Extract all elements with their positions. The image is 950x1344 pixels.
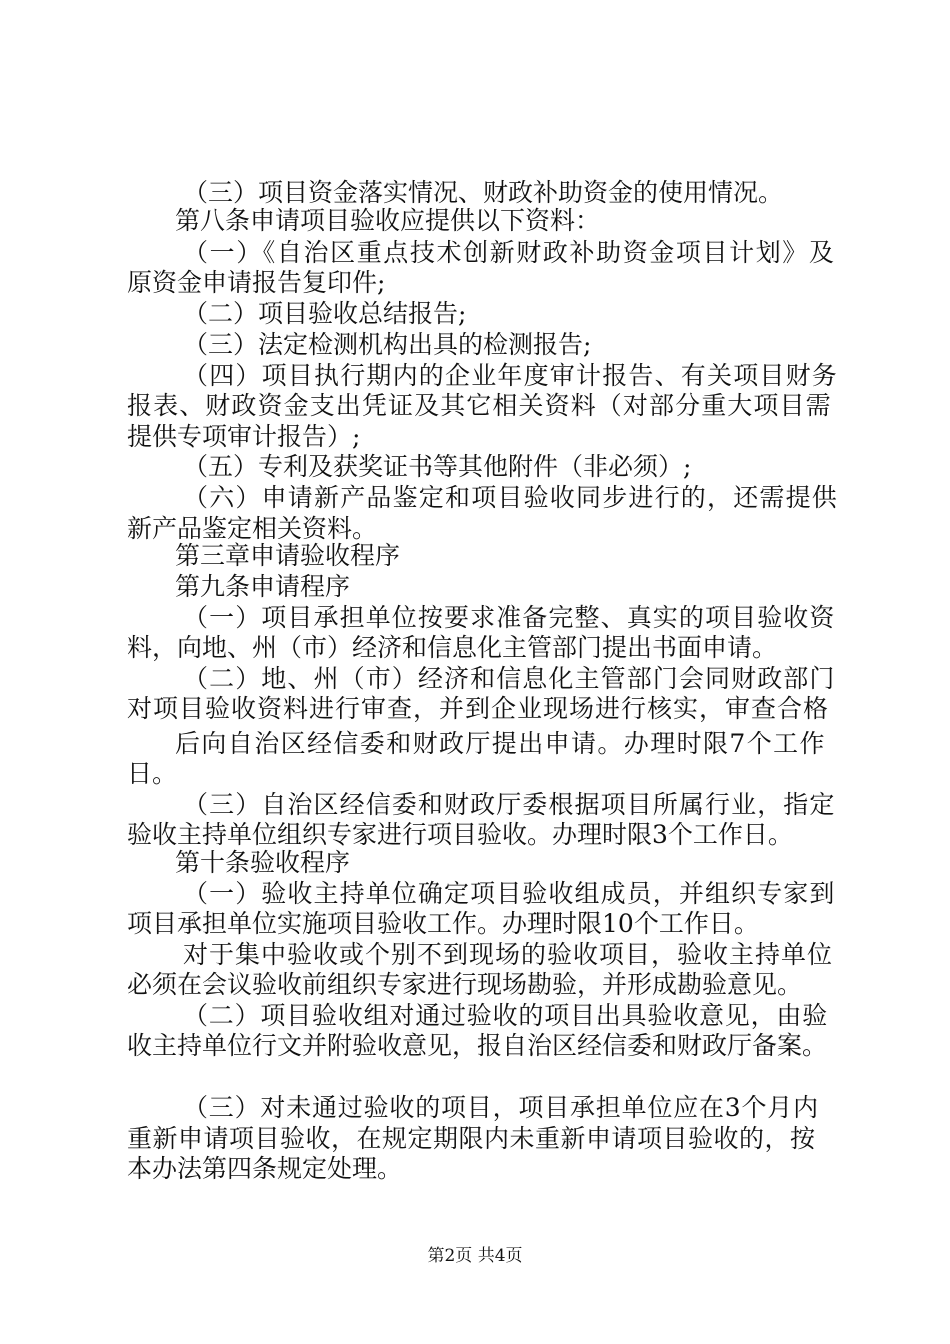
article-heading: 第十条验收程序	[175, 848, 351, 877]
paragraph-line: （一）验收主持单位确定项目验收组成员，并组织专家到	[183, 879, 836, 908]
paragraph-line: 对于集中验收或个别不到现场的验收项目，验收主持单位	[183, 940, 834, 969]
paragraph-line: 日。	[127, 759, 178, 788]
paragraph-line: （二）项目验收组对通过验收的项目出具验收意见，由验	[183, 1001, 829, 1030]
paragraph-line: （三）项目资金落实情况、财政补助资金的使用情况。	[183, 178, 784, 207]
paragraph-line: 原资金申请报告复印件;	[127, 268, 386, 297]
paragraph-line: 对项目验收资料进行审查，并到企业现场进行核实，审查合格	[127, 694, 830, 723]
paragraph-line: 项目承担单位实施项目验收工作。办理时限10个工作日。	[127, 909, 759, 938]
paragraph-line: （一）《自治区重点技术创新财政补助资金项目计划》及	[183, 238, 836, 267]
article-heading: 第九条申请程序	[175, 572, 351, 601]
paragraph-line: 重新申请项目验收，在规定期限内未重新申请项目验收的，按	[127, 1124, 816, 1153]
paragraph-line: （二）项目验收总结报告;	[183, 299, 467, 328]
paragraph-line: 新产品鉴定相关资料。	[127, 514, 378, 543]
paragraph-line: （六）申请新产品鉴定和项目验收同步进行的，还需提供	[183, 483, 839, 512]
paragraph-line: 提供专项审计报告）;	[127, 422, 361, 451]
paragraph-line: 验收主持单位组织专家进行项目验收。办理时限3个工作日。	[127, 820, 793, 849]
paragraph-line: （五）专利及获奖证书等其他附件（非必须）;	[183, 452, 692, 481]
paragraph-line: （四）项目执行期内的企业年度审计报告、有关项目财务	[183, 361, 839, 390]
paragraph-line: 本办法第四条规定处理。	[127, 1154, 403, 1183]
paragraph-line: 后向自治区经信委和财政厅提出申请。办理时限7个工作	[175, 729, 826, 758]
paragraph-line: 料，向地、州（市）经济和信息化主管部门提出书面申请。	[127, 633, 778, 662]
page-number: 第2页 共4页	[427, 1246, 523, 1266]
paragraph-line: （三）法定检测机构出具的检测报告;	[183, 330, 592, 359]
paragraph-line: 必须在会议验收前组织专家进行现场勘验，并形成勘验意见。	[127, 970, 803, 999]
paragraph-line: （三）自治区经信委和财政厅委根据项目所属行业，指定	[183, 790, 836, 819]
paragraph-line: 收主持单位行文并附验收意见，报自治区经信委和财政厅备案。	[127, 1031, 828, 1060]
paragraph-line: （二）地、州（市）经济和信息化主管部门会同财政部门	[183, 664, 836, 693]
paragraph-line: 第八条申请项目验收应提供以下资料：	[175, 206, 601, 235]
page-footer	[0, 1245, 950, 1267]
paragraph-line: （一）项目承担单位按要求准备完整、真实的项目验收资	[183, 603, 836, 632]
paragraph-line: 报表、财政资金支出凭证及其它相关资料（对部分重大项目需	[127, 391, 832, 420]
paragraph-line: （三）对未通过验收的项目，项目承担单位应在3个月内	[183, 1093, 819, 1122]
chapter-heading: 第三章申请验收程序	[175, 541, 401, 570]
